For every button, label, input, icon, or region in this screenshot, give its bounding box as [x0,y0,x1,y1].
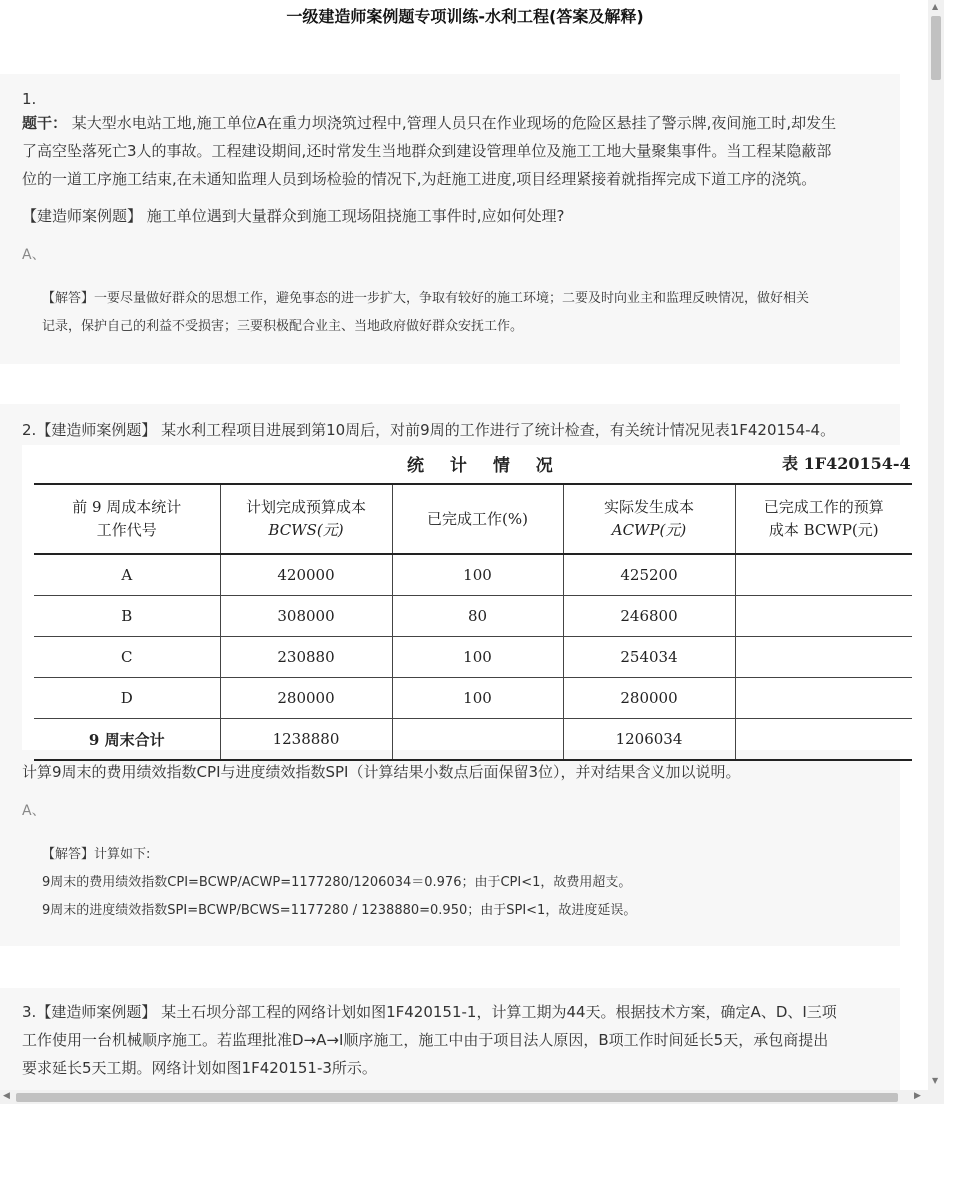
question-stem [22,109,897,193]
table-caption-number: 表 1F420154-4 [782,454,911,473]
explanation-line: 9周末的进度绩效指数SPI=BCWP/BCWS=1177280 / 1238880=0.950；由于SPI<1，故进度延误。 [42,903,637,918]
question-1 [0,74,900,364]
question-number: 3. [22,1003,37,1021]
cell-done: 100 [392,678,563,719]
question-number: 2. [22,421,37,439]
cell-bcws: 230880 [220,637,392,678]
header-line: 实际发生成本 [603,498,694,516]
horizontal-scroll-thumb[interactable] [16,1093,898,1102]
header-line: BCWS(元) [268,521,344,539]
cell-bcws: 1238880 [220,719,392,761]
table-caption-title: 统 计 情 况 [407,456,563,476]
horizontal-scrollbar[interactable] [0,1090,928,1104]
cell-bcwp [735,596,912,637]
cell-bcws: 420000 [220,554,392,596]
header-line: 已完成工作的预算 [763,498,884,516]
vertical-scroll-thumb[interactable] [931,16,941,80]
table-row [34,554,912,596]
cell-bcwp [735,637,912,678]
column-header [220,484,392,554]
header-line: 工作代号 [96,521,157,539]
header-line: 成本 BCWP(元) [768,521,879,539]
question-number: 1. [22,90,37,108]
cell-bcwp [735,554,912,596]
cell-acwp: 246800 [563,596,735,637]
explanation-line: 记录，保护自己的利益不受损害；三要积极配合业主、当地政府做好群众安抚工作。 [42,319,524,334]
scrollbar-corner [928,1090,944,1104]
cell-bcws: 308000 [220,596,392,637]
stem-line: 了高空坠落死亡3人的事故。工程建设期间,还时常发生当地群众到建设管理单位及施工工地大量聚集事件。当工程某隐蔽部 [22,142,832,160]
answer-option-a[interactable]: A、 [22,803,46,819]
table-total-row [34,719,912,761]
question-stem [22,998,897,1082]
table-row [34,637,912,678]
explanation-line: 【解答】一要尽量做好群众的思想工作，避免事态的进一步扩大，争取有较好的施工环境；二要及时向业主和监理反映情况，做好相关 [42,291,810,306]
header-line: 已完成工作(%) [427,509,528,528]
table-row [34,678,912,719]
cell-code: D [34,678,220,719]
stem-label: 题干： [22,114,68,132]
cell-acwp: 1206034 [563,719,735,761]
question-3 [0,988,900,1090]
cell-done: 100 [392,554,563,596]
cell-bcwp [735,719,912,761]
explanation-line: 【解答】计算如下: [42,847,151,862]
scroll-down-arrow-icon[interactable]: ▼ [932,1076,939,1085]
column-header [563,484,735,554]
scroll-left-arrow-icon[interactable]: ◀ [3,1091,10,1101]
cell-acwp: 254034 [563,637,735,678]
answer-explanation [42,841,892,925]
answer-option-a[interactable]: A、 [22,247,46,263]
column-header [392,484,563,554]
stem-line: 【建造师案例题】 某土石坝分部工程的网络计划如图1F420151-1，计算工期为44天。根据技术方案，确定A、D、I三项 [36,1003,837,1021]
question-prompt: 计算9周末的费用绩效指数CPI与进度绩效指数SPI（计算结果小数点后面保留3位），并对结果含义加以说明。 [22,763,741,781]
page-title: 一级建造师案例题专项训练-水利工程(答案及解释) [286,7,644,26]
stem-line: 某大型水电站工地,施工单位A在重力坝浇筑过程中,管理人员只在作业现场的危险区悬挂了警示牌,夜间施工时,却发生 [71,114,837,132]
cell-code: 9 周末合计 [34,719,220,761]
table-caption [22,451,912,475]
cell-done: 100 [392,637,563,678]
table-header-row [34,484,912,554]
cell-bcwp [735,678,912,719]
cell-acwp: 280000 [563,678,735,719]
stem-text: 【建造师案例题】 某水利工程项目进展到第10周后，对前9周的工作进行了统计检查，有关统计情况见表1F420154-4。 [36,421,836,439]
stem-line: 要求延长5天工期。网络计划如图1F420151-3所示。 [22,1059,377,1077]
statistics-table [34,483,912,761]
cell-done: 80 [392,596,563,637]
vertical-scrollbar[interactable] [928,0,944,1090]
header-line: ACWP(元) [611,521,687,539]
header-line: 前 9 周成本统计 [72,498,182,516]
column-header [735,484,912,554]
explanation-line: 9周末的费用绩效指数CPI=BCWP/ACWP=1177280/1206034＝0.976；由于CPI<1，故费用超支。 [42,875,632,890]
cell-code: B [34,596,220,637]
table-row [34,596,912,637]
cell-code: A [34,554,220,596]
cell-code: C [34,637,220,678]
scroll-up-arrow-icon[interactable]: ▲ [932,2,939,11]
statistics-table-figure [22,445,912,750]
cell-bcws: 280000 [220,678,392,719]
answer-explanation [42,285,892,341]
header-line: 计划完成预算成本 [245,498,366,516]
cell-acwp: 425200 [563,554,735,596]
stem-line: 工作使用一台机械顺序施工。若监理批准D→A→I顺序施工，施工中由于项目法人原因，B项工作时间延长5天，承包商提出 [22,1031,829,1049]
scroll-right-arrow-icon[interactable]: ▶ [914,1091,921,1101]
stem-line: 位的一道工序施工结束,在未通知监理人员到场检验的情况下,为赶施工进度,项目经理紧接着就指挥完成下道工序的浇筑。 [22,170,817,188]
column-header [34,484,220,554]
question-stem [22,416,835,444]
cell-done [392,719,563,761]
question-prompt: 【建造师案例题】 施工单位遇到大量群众到施工现场阻挠施工事件时,应如何处理? [22,207,565,225]
